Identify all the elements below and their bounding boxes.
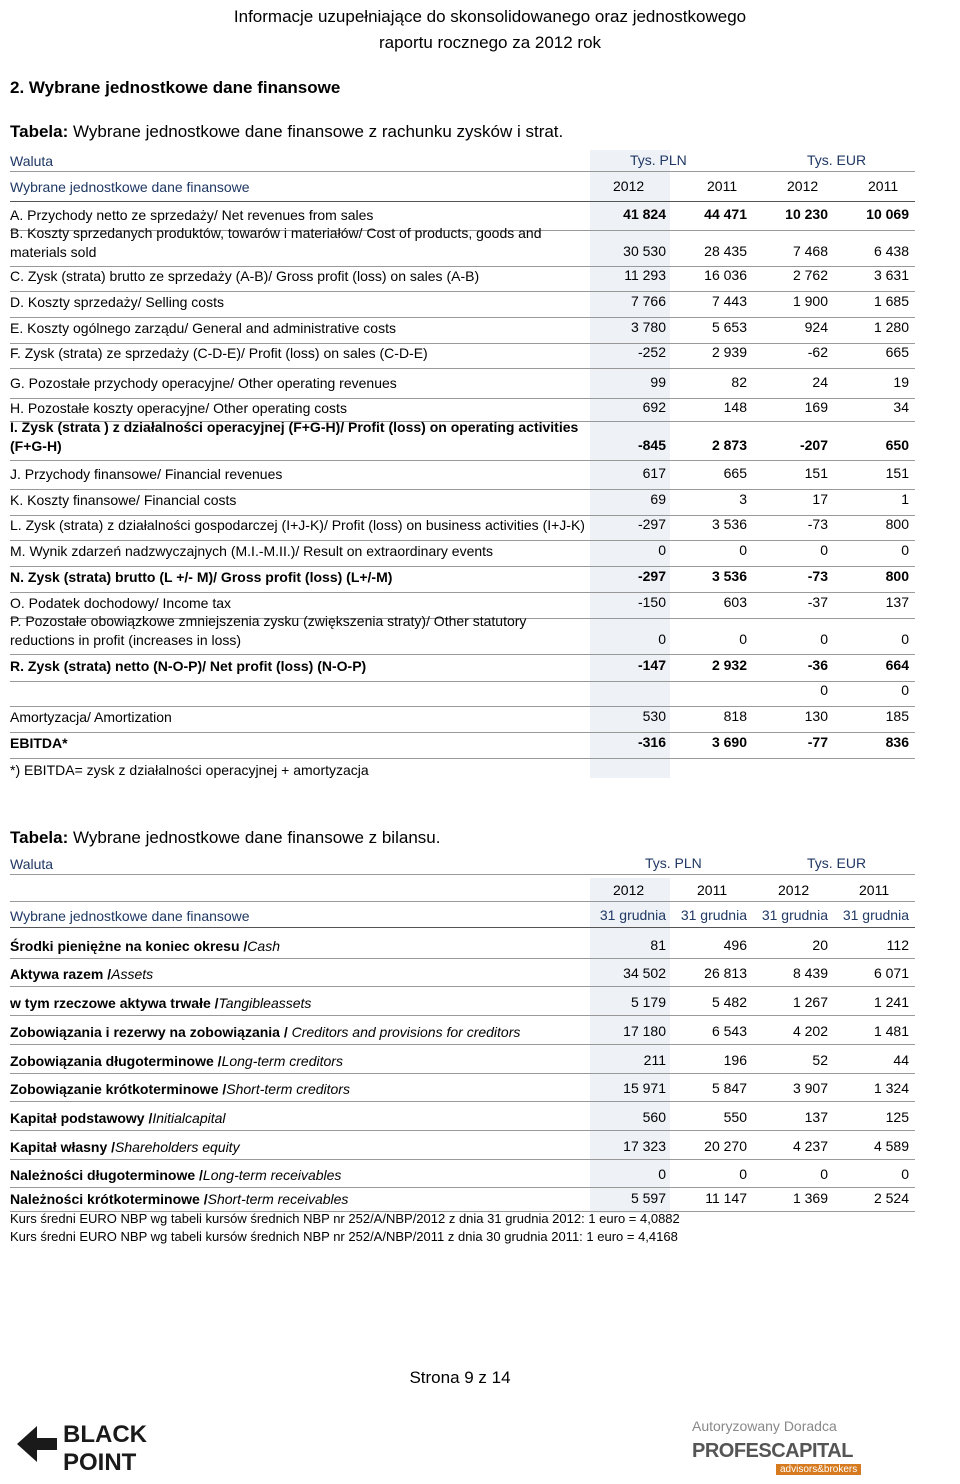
row-label bbox=[10, 1109, 590, 1128]
row-label bbox=[10, 937, 590, 956]
row-value: -845 bbox=[637, 437, 666, 453]
row-value: 8 439 bbox=[792, 965, 828, 981]
date-header: 31 grudnia bbox=[680, 907, 747, 923]
year-header: 2012 bbox=[787, 178, 819, 194]
row-value: 650 bbox=[885, 437, 909, 453]
table1-footnote: *) EBITDA= zysk z działalności operacyjnej + amortyzacja bbox=[10, 762, 369, 778]
row-value: 0 bbox=[901, 1166, 909, 1182]
row-value: 112 bbox=[886, 937, 909, 953]
row-label: C. Zysk (strata) brutto ze sprzedaży (A-B)/ Gross profit (loss) on sales (A-B) bbox=[10, 268, 480, 284]
header-line-1: Informacje uzupełniające do skonsolidowanego oraz jednostkowego bbox=[233, 7, 747, 26]
row-value: 17 180 bbox=[623, 1023, 666, 1039]
row-value: -297 bbox=[637, 568, 666, 584]
page-number: Strona 9 z 14 bbox=[409, 1368, 511, 1387]
row-value: 52 bbox=[812, 1052, 828, 1068]
row-value: 1 900 bbox=[792, 293, 828, 309]
row-value: 26 813 bbox=[704, 965, 747, 981]
table2-value-shade bbox=[590, 878, 670, 1213]
row-label bbox=[10, 1138, 590, 1157]
row-value: -297 bbox=[637, 516, 666, 532]
row-value: 800 bbox=[885, 516, 909, 532]
row-value: 24 bbox=[812, 374, 828, 390]
row-value: 44 bbox=[893, 1052, 909, 1068]
row-value: -150 bbox=[637, 594, 666, 610]
row-value: 665 bbox=[723, 465, 747, 481]
waluta-label: Waluta bbox=[10, 153, 54, 169]
year-header: 2012 bbox=[613, 178, 645, 194]
year-header: 2011 bbox=[707, 178, 738, 194]
table2-date-row bbox=[10, 907, 915, 927]
row-label bbox=[10, 1080, 590, 1099]
row-label: I. Zysk (strata ) z działalności operacyjnej (F+G-H)/ Profit (loss) on operating activities (F+G-H) bbox=[10, 419, 579, 454]
row-value: 5 482 bbox=[711, 994, 747, 1010]
row-value: -73 bbox=[807, 516, 828, 532]
table2-row bbox=[10, 1052, 915, 1072]
row-label-pl: Kapitał własny / bbox=[10, 1139, 116, 1155]
row-label-pl: w tym rzeczowe aktywa trwałe / bbox=[10, 995, 219, 1011]
table1-row bbox=[10, 293, 915, 313]
year-header: 2012 bbox=[613, 882, 645, 898]
row-label bbox=[10, 1023, 590, 1042]
row-value: 0 bbox=[820, 542, 828, 558]
row-value: 148 bbox=[723, 399, 747, 415]
row-value: 1 bbox=[901, 491, 909, 507]
rule bbox=[10, 1159, 915, 1160]
row-label: A. Przychody netto ze sprzedaży/ Net revenues from sales bbox=[10, 207, 374, 223]
svg-text:POINT: POINT bbox=[63, 1449, 137, 1474]
rule bbox=[10, 1130, 915, 1131]
table1-row bbox=[10, 594, 915, 614]
row-label: F. Zysk (strata) ze sprzedaży (C-D-E)/ Profit (loss) on sales (C-D-E) bbox=[10, 345, 428, 361]
row-value: 496 bbox=[723, 937, 747, 953]
row-value: 10 069 bbox=[866, 206, 909, 222]
row-value: 0 bbox=[739, 1166, 747, 1182]
row-value: 3 536 bbox=[711, 568, 747, 584]
row-label-pl: Środki pieniężne na koniec okresu / bbox=[10, 938, 248, 954]
row-value: -36 bbox=[807, 657, 828, 673]
table1-row bbox=[10, 319, 915, 339]
row-label-pl: Zobowiązania długoterminowe / bbox=[10, 1053, 222, 1069]
row-value: 10 230 bbox=[785, 206, 828, 222]
row-value: 151 bbox=[804, 465, 828, 481]
row-value: 16 036 bbox=[704, 267, 747, 283]
row-label: B. Koszty sprzedanych produktów, towarów i materiałów/ Cost of products, goods and materials sold bbox=[10, 225, 542, 260]
row-value: 6 438 bbox=[873, 243, 909, 259]
header-line-2: raportu rocznego za 2012 rok bbox=[378, 33, 602, 52]
rule bbox=[10, 706, 915, 707]
row-value: 211 bbox=[643, 1052, 666, 1068]
row-label: L. Zysk (strata) z działalności gospodarczej (I+J-K)/ Profit (loss) on business activities (I+J-K) bbox=[10, 517, 585, 533]
row-label bbox=[10, 1166, 590, 1185]
row-label bbox=[10, 994, 590, 1013]
date-header: 31 grudnia bbox=[842, 907, 909, 923]
row-value: 34 502 bbox=[623, 965, 666, 981]
row-value: 1 241 bbox=[873, 994, 909, 1010]
table1-row bbox=[10, 206, 915, 226]
rule bbox=[10, 540, 915, 541]
table2-subtitle: Wybrane jednostkowe dane finansowe bbox=[10, 908, 250, 924]
row-label: O. Podatek dochodowy/ Income tax bbox=[10, 595, 232, 611]
row-value: 924 bbox=[804, 319, 828, 335]
row-value: 19 bbox=[893, 374, 909, 390]
row-value: 5 597 bbox=[630, 1190, 666, 1206]
row-value: 3 907 bbox=[792, 1080, 828, 1096]
row-value: 665 bbox=[885, 344, 909, 360]
row-label-pl: Aktywa razem / bbox=[10, 966, 112, 982]
row-value: -62 bbox=[807, 344, 828, 360]
row-value: 1 481 bbox=[873, 1023, 909, 1039]
row-label: E. Koszty ogólnego zarządu/ General and administrative costs bbox=[10, 320, 396, 336]
row-value: 20 270 bbox=[704, 1138, 747, 1154]
row-label-pl: Kapitał podstawowy / bbox=[10, 1110, 153, 1126]
table2-row bbox=[10, 994, 915, 1014]
rule bbox=[10, 171, 915, 172]
row-label: N. Zysk (strata) brutto (L +/- M)/ Gross profit (loss) (L+/-M) bbox=[10, 569, 393, 585]
table2-row bbox=[10, 1080, 915, 1100]
table1-row bbox=[10, 516, 915, 536]
row-value: 82 bbox=[731, 374, 747, 390]
table1-row bbox=[10, 418, 915, 456]
page-header bbox=[220, 4, 760, 56]
row-value: 664 bbox=[885, 657, 909, 673]
profescapital-logo: PROFESCAPITAL bbox=[692, 1440, 853, 1462]
rule bbox=[10, 592, 915, 593]
row-value: -147 bbox=[637, 657, 666, 673]
row-value: 28 435 bbox=[704, 243, 747, 259]
rule bbox=[10, 489, 915, 490]
black-point-logo bbox=[15, 1418, 210, 1474]
rule bbox=[10, 1101, 915, 1102]
row-label-en: Short-term creditors bbox=[226, 1081, 350, 1097]
table2-row bbox=[10, 1190, 915, 1210]
table1-row bbox=[10, 542, 915, 562]
row-value: 11 293 bbox=[624, 267, 666, 283]
row-value: 196 bbox=[723, 1052, 747, 1068]
rule bbox=[10, 1187, 915, 1188]
rule bbox=[10, 958, 915, 959]
row-value: 0 bbox=[901, 631, 909, 647]
table1-subtitle: Wybrane jednostkowe dane finansowe bbox=[10, 179, 250, 195]
row-value: 2 762 bbox=[792, 267, 828, 283]
row-value: 800 bbox=[885, 568, 909, 584]
waluta-label: Waluta bbox=[10, 856, 54, 872]
rule bbox=[10, 460, 915, 461]
row-value: 0 bbox=[901, 542, 909, 558]
table2-currency-row bbox=[10, 855, 915, 875]
row-label: D. Koszty sprzedaży/ Selling costs bbox=[10, 294, 224, 310]
year-header: 2011 bbox=[859, 882, 890, 898]
row-value: 15 971 bbox=[623, 1080, 666, 1096]
row-value: 603 bbox=[723, 594, 747, 610]
date-header: 31 grudnia bbox=[599, 907, 666, 923]
rule bbox=[10, 1044, 915, 1045]
row-label-pl: Należności krótkoterminowe / bbox=[10, 1191, 208, 1207]
row-value: 2 524 bbox=[873, 1190, 909, 1206]
row-value: 6 071 bbox=[873, 965, 909, 981]
table1-row bbox=[10, 491, 915, 511]
row-value: -252 bbox=[637, 344, 666, 360]
row-value: 169 bbox=[804, 399, 828, 415]
row-value: 1 280 bbox=[873, 319, 909, 335]
table1-row bbox=[10, 465, 915, 485]
row-label bbox=[10, 1052, 590, 1071]
row-value: 1 369 bbox=[792, 1190, 828, 1206]
row-value: 3 bbox=[739, 491, 747, 507]
row-value: 0 bbox=[739, 542, 747, 558]
row-value: 0 bbox=[739, 631, 747, 647]
year-header: 2012 bbox=[778, 882, 810, 898]
row-label: M. Wynik zdarzeń nadzwyczajnych (M.I.-M.II.)/ Result on extraordinary events bbox=[10, 543, 494, 559]
row-label: K. Koszty finansowe/ Financial costs bbox=[10, 492, 237, 508]
row-value: 1 267 bbox=[792, 994, 828, 1010]
row-value: 692 bbox=[642, 399, 666, 415]
row-value: 11 147 bbox=[705, 1190, 747, 1206]
rule bbox=[10, 566, 915, 567]
table2-row bbox=[10, 1138, 915, 1158]
rule bbox=[10, 654, 915, 655]
row-value: 4 202 bbox=[792, 1023, 828, 1039]
row-value: 7 443 bbox=[711, 293, 747, 309]
rule bbox=[10, 1015, 915, 1016]
row-value: 0 bbox=[820, 1166, 828, 1182]
table2-row bbox=[10, 1166, 915, 1186]
table1-row bbox=[10, 682, 915, 702]
row-value: -316 bbox=[637, 734, 666, 750]
table1-row bbox=[10, 734, 915, 754]
rule bbox=[10, 758, 915, 759]
row-value: 6 543 bbox=[711, 1023, 747, 1039]
row-label bbox=[10, 965, 590, 984]
row-value: 41 824 bbox=[623, 206, 666, 222]
row-value: 99 bbox=[650, 374, 666, 390]
row-label: J. Przychody finansowe/ Financial revenues bbox=[10, 466, 283, 482]
table1-row bbox=[10, 657, 915, 677]
row-value: 69 bbox=[650, 491, 666, 507]
row-value: 5 179 bbox=[630, 994, 666, 1010]
row-value: 2 939 bbox=[711, 344, 747, 360]
rule bbox=[10, 1073, 915, 1074]
row-value: 7 766 bbox=[630, 293, 666, 309]
row-value: 151 bbox=[885, 465, 909, 481]
currency-eur: Tys. EUR bbox=[807, 855, 867, 871]
currency-pln: Tys. PLN bbox=[630, 152, 687, 168]
row-value: 0 bbox=[658, 542, 666, 558]
row-value: -37 bbox=[807, 594, 828, 610]
row-value: 0 bbox=[658, 631, 666, 647]
row-label-pl: Należności długoterminowe / bbox=[10, 1167, 203, 1183]
row-value: 550 bbox=[723, 1109, 747, 1125]
row-label bbox=[10, 1190, 590, 1209]
row-label-en: Short-term receivables bbox=[207, 1191, 349, 1207]
table2-row bbox=[10, 1023, 915, 1043]
table2-title: Tabela: Wybrane jednostkowe dane finansowe z bilansu. bbox=[10, 828, 441, 847]
rule bbox=[10, 874, 915, 875]
row-value: -77 bbox=[807, 734, 828, 750]
row-label: EBITDA* bbox=[10, 735, 68, 751]
row-value: 0 bbox=[901, 682, 909, 698]
row-label: R. Zysk (strata) netto (N-O-P)/ Net profit (loss) (N-O-P) bbox=[10, 658, 367, 674]
table1-currency-row bbox=[10, 152, 915, 172]
row-label-pl: Zobowiązania i rezerwy na zobowiązania / bbox=[10, 1024, 292, 1040]
rule bbox=[10, 927, 915, 928]
row-value: 3 631 bbox=[873, 267, 909, 283]
rule bbox=[10, 317, 915, 318]
svg-text:BLACK: BLACK bbox=[63, 1421, 147, 1448]
rule bbox=[10, 291, 915, 292]
row-value: 3 536 bbox=[711, 516, 747, 532]
table1-row bbox=[10, 374, 915, 394]
row-value: 4 589 bbox=[873, 1138, 909, 1154]
exchange-rate-note: Kurs średni EURO NBP wg tabeli kursów średnich NBP nr 252/A/NBP/2012 z dnia 31 grudnia 2012: 1 euro = 4,0882 bbox=[10, 1211, 680, 1226]
row-value: 5 847 bbox=[711, 1080, 747, 1096]
row-label-en: Tangibleassets bbox=[218, 995, 312, 1011]
row-value: 137 bbox=[885, 594, 909, 610]
row-value: 560 bbox=[642, 1109, 666, 1125]
table1-row bbox=[10, 224, 915, 262]
row-value: 81 bbox=[650, 937, 666, 953]
row-label: Amortyzacja/ Amortization bbox=[10, 709, 172, 725]
row-value: 44 471 bbox=[704, 206, 747, 222]
table1-row bbox=[10, 568, 915, 588]
profescapital-sub: advisors&brokers bbox=[776, 1464, 861, 1475]
row-value: 2 873 bbox=[711, 437, 747, 453]
section-title: 2. Wybrane jednostkowe dane finansowe bbox=[10, 78, 341, 97]
rule bbox=[10, 986, 915, 987]
table2-row bbox=[10, 1109, 915, 1129]
row-value: 836 bbox=[885, 734, 909, 750]
row-value: 617 bbox=[642, 465, 666, 481]
row-value: 125 bbox=[885, 1109, 909, 1125]
advisor-label: Autoryzowany Doradca bbox=[692, 1418, 837, 1434]
table2-row bbox=[10, 937, 915, 957]
rule bbox=[10, 732, 915, 733]
row-label-en: Initialcapital bbox=[152, 1110, 226, 1126]
rule bbox=[10, 901, 915, 902]
rule bbox=[10, 201, 915, 202]
year-header: 2011 bbox=[697, 882, 728, 898]
row-label-en: Shareholders equity bbox=[115, 1139, 240, 1155]
row-value: 1 685 bbox=[873, 293, 909, 309]
row-value: 0 bbox=[658, 1166, 666, 1182]
table1-row bbox=[10, 708, 915, 728]
row-value: 130 bbox=[804, 708, 828, 724]
date-header: 31 grudnia bbox=[761, 907, 828, 923]
row-value: 2 932 bbox=[711, 657, 747, 673]
row-value: 1 324 bbox=[873, 1080, 909, 1096]
row-value: 530 bbox=[642, 708, 666, 724]
row-value: 20 bbox=[812, 937, 828, 953]
row-value: -207 bbox=[799, 437, 828, 453]
row-value: 5 653 bbox=[711, 319, 747, 335]
exchange-rate-note: Kurs średni EURO NBP wg tabeli kursów średnich NBP nr 252/A/NBP/2011 z dnia 30 grudnia 2011: 1 euro = 4,4168 bbox=[10, 1229, 678, 1244]
table1-title: Tabela: Wybrane jednostkowe dane finansowe z rachunku zysków i strat. bbox=[10, 122, 564, 141]
row-label-pl: Zobowiązanie krótkoterminowe / bbox=[10, 1081, 227, 1097]
row-value: 17 bbox=[812, 491, 828, 507]
row-label: G. Pozostałe przychody operacyjne/ Other operating revenues bbox=[10, 375, 397, 391]
row-label-en: Assets bbox=[111, 966, 154, 982]
row-label: P. Pozostałe obowiązkowe zmniejszenia zysku (zwiększenia straty)/ Other statutory reductions in profit (increases in loss) bbox=[10, 613, 527, 648]
row-value: -73 bbox=[807, 568, 828, 584]
row-value: 34 bbox=[893, 399, 909, 415]
table1-row bbox=[10, 267, 915, 287]
row-value: 7 468 bbox=[792, 243, 828, 259]
row-value: 0 bbox=[820, 631, 828, 647]
row-label-en: Long-term creditors bbox=[221, 1053, 343, 1069]
row-value: 185 bbox=[885, 708, 909, 724]
currency-eur: Tys. EUR bbox=[807, 152, 867, 168]
table2-row bbox=[10, 965, 915, 985]
row-label-en: Long-term receivables bbox=[202, 1167, 342, 1183]
row-value: 3 780 bbox=[630, 319, 666, 335]
year-header: 2011 bbox=[868, 178, 899, 194]
table1-year-row bbox=[10, 178, 915, 198]
row-value: 818 bbox=[723, 708, 747, 724]
table1-row bbox=[10, 399, 915, 417]
row-value: 0 bbox=[820, 682, 828, 698]
row-value: 30 530 bbox=[623, 243, 666, 259]
row-value: 3 690 bbox=[711, 734, 747, 750]
row-label-en: Cash bbox=[247, 938, 280, 954]
table1-row bbox=[10, 344, 915, 364]
row-value: 17 323 bbox=[623, 1138, 666, 1154]
row-value: 137 bbox=[804, 1109, 828, 1125]
rule bbox=[10, 368, 915, 369]
table1-row bbox=[10, 612, 915, 650]
row-label: H. Pozostałe koszty operacyjne/ Other operating costs bbox=[10, 400, 347, 416]
currency-pln: Tys. PLN bbox=[645, 855, 702, 871]
table2-year-row bbox=[10, 882, 915, 902]
row-label-en: Creditors and provisions for creditors bbox=[291, 1024, 521, 1040]
row-value: 4 237 bbox=[792, 1138, 828, 1154]
